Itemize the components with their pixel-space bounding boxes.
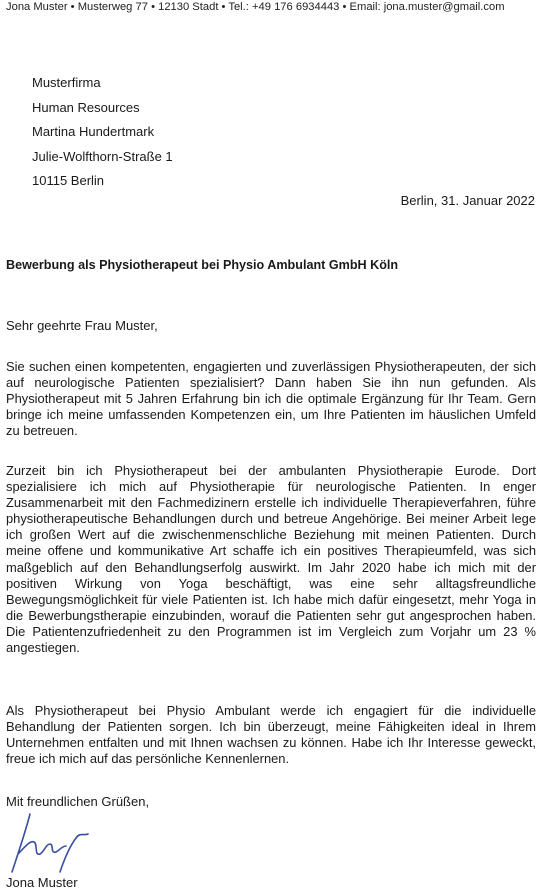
recipient-department: Human Resources (32, 99, 140, 115)
body-paragraph-2: Zurzeit bin ich Physiotherapeut bei der ambulanten Physiotherapie Eurode. Dort spezialisiere ich mich auf Physiotherapie für neurologische Patienten. In enger Zusammenarbeit mit den Fachmedizinern erstelle ich individuelle Therapieverfahren, führe physiotherapeutische Behandlungen durch und betreue Angehörige. Bei meiner Arbeit lege ich großen Wert auf die zwischenmenschliche Beziehung mit meinen Patienten. Durch meine offene und kommunikative Art schaffe ich ein positives Therapieumfeld, was sich maßgeblich auf den Behandlungserfolg auswirkt. Im Jahr 2020 habe ich mich mit der positiven Wirkung von Yoga beschäftigt, was eine sehr alltagsfreundliche Bewegungsmöglichkeit für viele Patienten ist. Ich habe mich dafür eingesetzt, mehr Yoga in die Bewerbungstherapie einzubinden, worauf die Patienten sehr gut angesprochen haben. Die Patientenzufriedenheit zu den Programmen ist im Vergleich zum Vorjahr um 23 % angestiegen. (6, 463, 536, 656)
sender-contact-line: Jona Muster • Musterweg 77 • 12130 Stadt • Tel.: +49 176 6934443 • Email: jona.muster@gmail.com (6, 1, 505, 13)
recipient-street: Julie-Wolfthorn-Straße 1 (32, 148, 173, 164)
recipient-company: Musterfirma (32, 75, 101, 90)
handwritten-signature-icon (4, 808, 94, 878)
recipient-address (32, 71, 173, 194)
recipient-contact: Martina Hundertmark (32, 124, 155, 140)
letter-subject: Bewerbung als Physiotherapeut bei Physio Ambulant GmbH Köln (6, 258, 399, 272)
body-paragraph-1: Sie suchen einen kompetenten, engagierten und zuverlässigen Physiotherapeuten, der sich auf neurologische Patienten spezialisiert? Dann haben Sie ihn nun gefunden. Als Physiotherapeut mit 5 Jahren Erfahrung bin ich die optimale Ergänzung für Ihr Team. Gern bringe ich meine umfassenden Kompetenzen ein, um Ihre Patienten im häuslichen Umfeld zu betreuen. (6, 359, 536, 439)
recipient-city: 10115 Berlin (32, 173, 105, 189)
letter-date: Berlin, 31. Januar 2022 (400, 193, 535, 208)
body-paragraph-3: Als Physiotherapeut bei Physio Ambulant werde ich engagiert für die individuelle Behandlung der Patienten sorgen. Ich bin überzeugt, meine Fähigkeiten ideal in Ihrem Unternehmen entfalten und mit Ihnen wachsen zu können. Habe ich Ihr Interesse geweckt, freue ich mich auf das persönliche Kennenlernen. (6, 703, 536, 767)
closing-phrase: Mit freundlichen Grüßen, (6, 794, 150, 809)
signer-name: Jona Muster (6, 875, 78, 890)
salutation: Sehr geehrte Frau Muster, (6, 318, 158, 333)
